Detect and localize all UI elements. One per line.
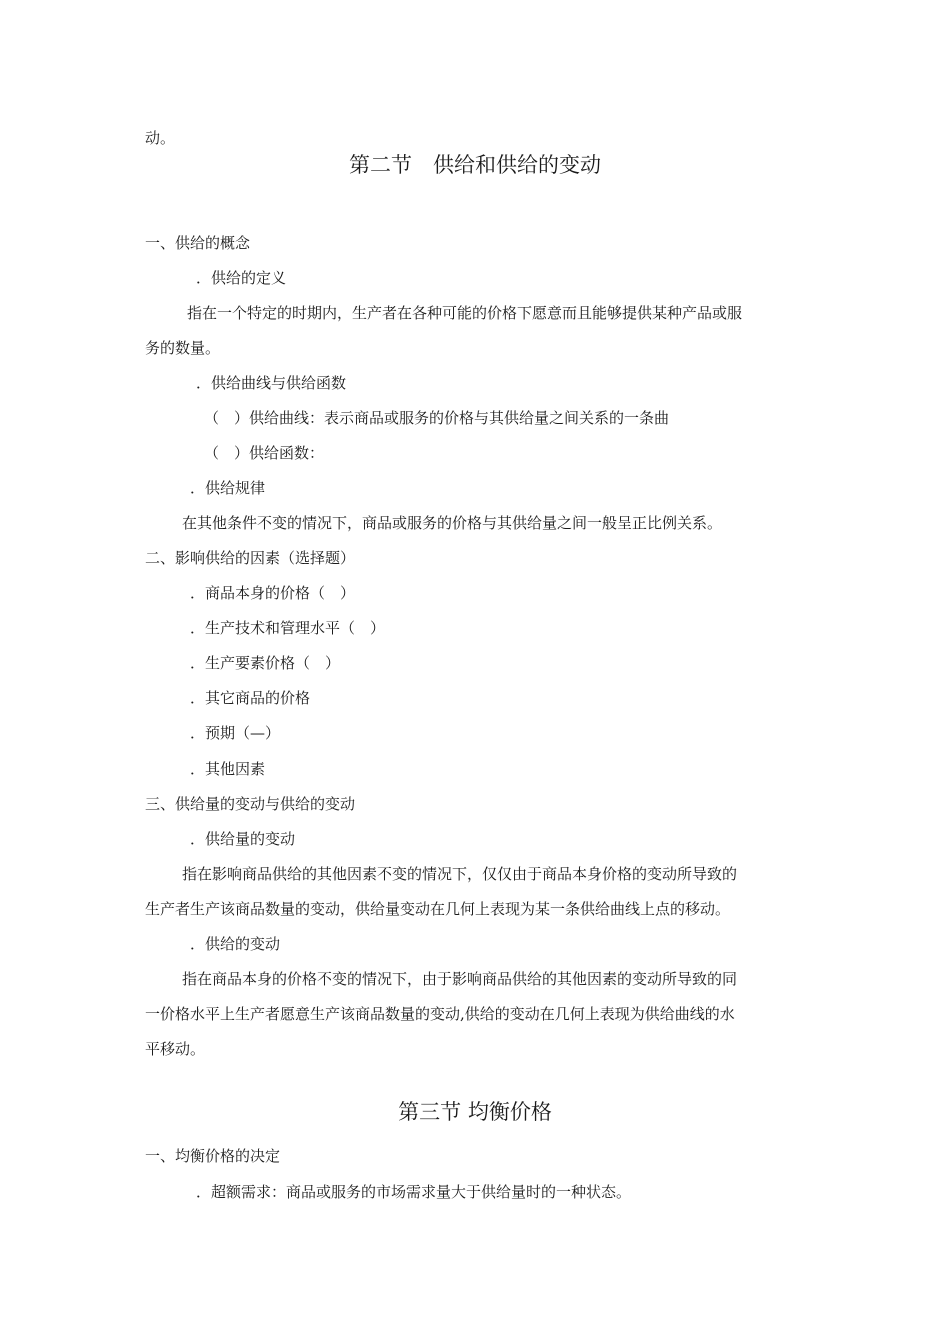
paragraph-supply-change-line1: 指在商品本身的价格不变的情况下，由于影响商品供给的其他因素的变动所导致的同 [182,970,738,988]
subheading-supply-law: ．供给规律 [190,479,266,497]
heading-supply-changes: 三、供给量的变动与供给的变动 [145,795,356,813]
paragraph-definition-line1: 指在一个特定的时期内，生产者在各种可能的价格下愿意而且能够提供某种产品或服 [187,304,743,322]
factor-item: ．预期（—） [190,724,281,742]
paragraph-definition-line2: 务的数量。 [145,339,221,357]
heading-supply-concept: 一、供给的概念 [145,234,251,252]
subheading-supply-definition: ．供给的定义 [196,269,287,287]
subheading-supply-curve-function: ．供给曲线与供给函数 [196,374,347,392]
factor-item: ．生产要素价格（ ） [190,654,341,672]
text-line-carryover: 动。 [145,129,176,147]
paragraph-supply-change-line3: 平移动。 [145,1040,206,1058]
paragraph-quantity-change-line1: 指在影响商品供给的其他因素不变的情况下，仅仅由于商品本身价格的变动所导致的 [182,865,738,883]
item-excess-demand: ．超额需求：商品或服务的市场需求量大于供给量时的一种状态。 [196,1183,632,1201]
factor-item: ．其他因素 [190,760,266,778]
factor-item: ．其它商品的价格 [190,689,311,707]
section-title-3: 第三节 均衡价格 [398,1100,552,1124]
item-supply-curve: （ ）供给曲线：表示商品或服务的价格与其供给量之间关系的一条曲 [204,409,670,427]
item-supply-function: （ ）供给函数： [204,444,325,462]
section-title-2: 第二节 供给和供给的变动 [349,153,601,177]
paragraph-supply-change-line2: 一价格水平上生产者愿意生产该商品数量的变动,供给的变动在几何上表现为供给曲线的水 [145,1005,735,1023]
heading-supply-factors: 二、影响供给的因素（选择题） [145,549,356,567]
paragraph-supply-law: 在其他条件不变的情况下，商品或服务的价格与其供给量之间一般呈正比例关系。 [182,514,723,532]
heading-equilibrium-price: 一、均衡价格的决定 [145,1147,281,1165]
subheading-supply-change: ．供给的变动 [190,935,281,953]
factor-item: ．生产技术和管理水平（ ） [190,619,386,637]
paragraph-quantity-change-line2: 生产者生产该商品数量的变动，供给量变动在几何上表现为某一条供给曲线上点的移动。 [145,900,731,918]
subheading-quantity-supplied-change: ．供给量的变动 [190,830,296,848]
factor-item: ．商品本身的价格（ ） [190,584,356,602]
